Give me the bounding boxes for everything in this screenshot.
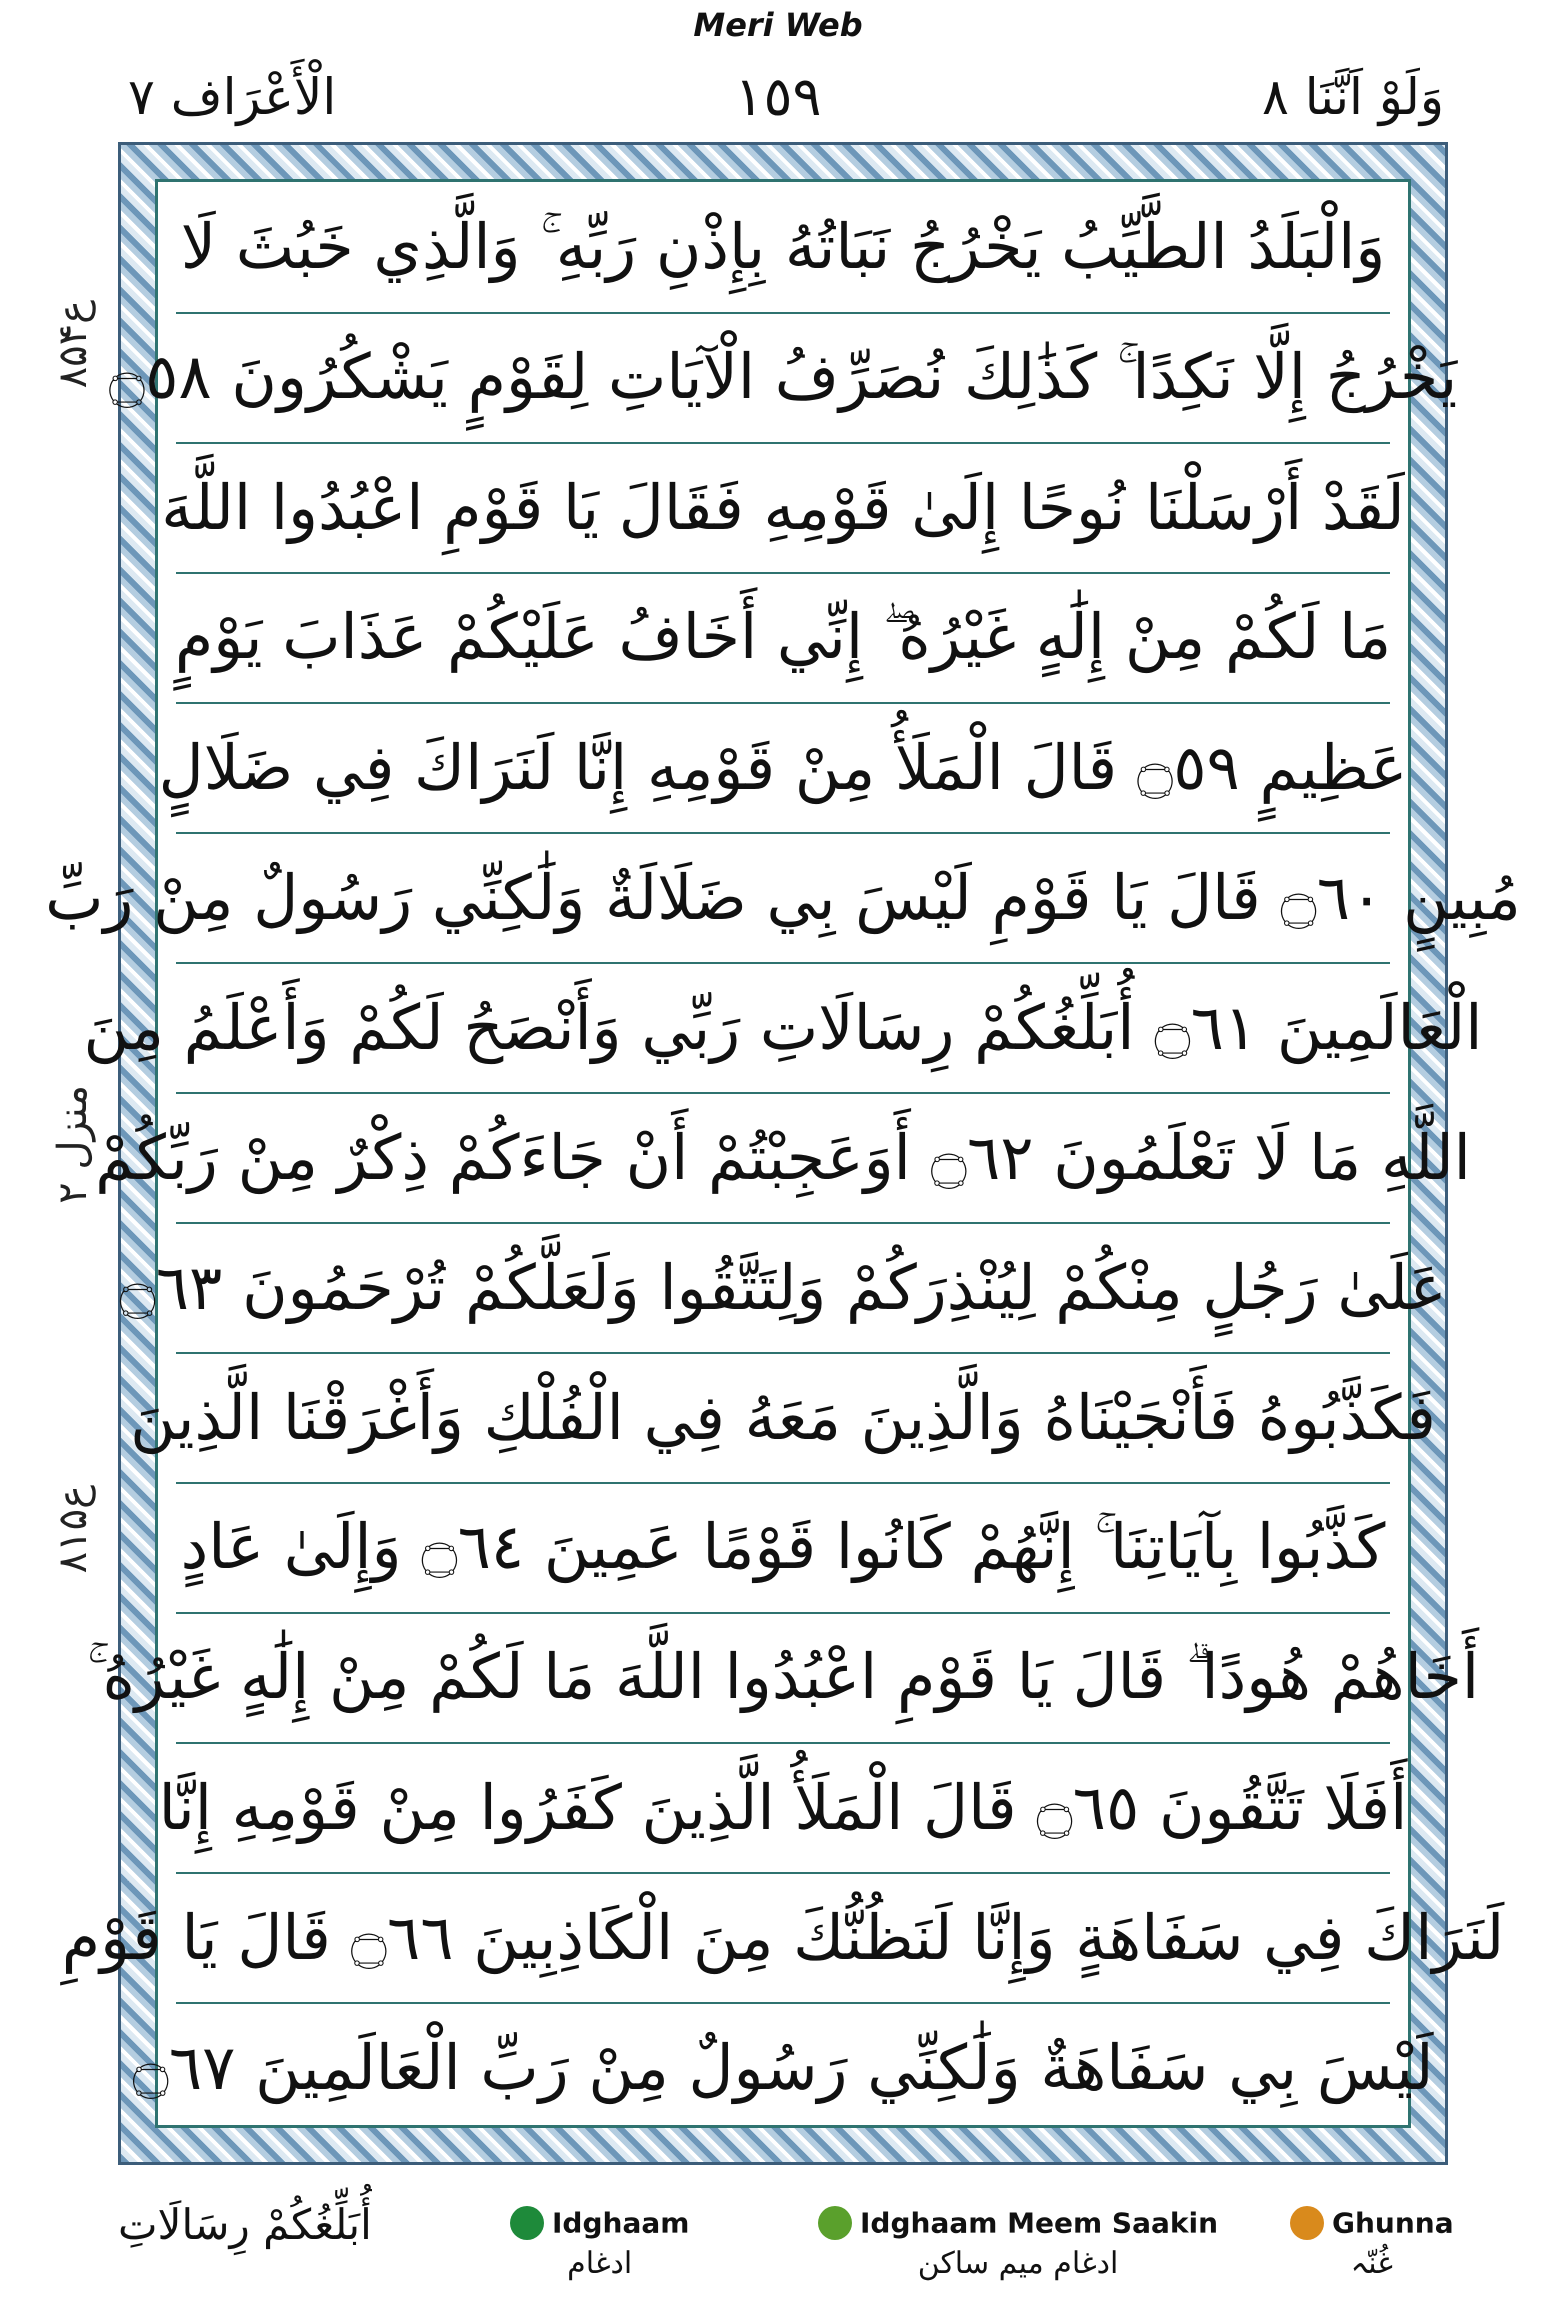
- legend-label: Ghunna: [1332, 2206, 1454, 2240]
- legend-item-ghunna: [1290, 2206, 1454, 2281]
- page-number: ١٥٩: [734, 65, 822, 128]
- site-title: Meri Web: [693, 6, 863, 44]
- para-name: وَلَوْ اَنَّنَا ۸: [1262, 68, 1444, 126]
- ghunna-color-dot: [1290, 2206, 1324, 2240]
- legend-label: Idghaam: [552, 2206, 690, 2240]
- idghaam-meem-saakin-color-dot: [818, 2206, 852, 2240]
- legend-item-idghaam: [510, 2206, 689, 2281]
- text-line-15: لَيْسَ بِي سَفَاهَةٌ وَلَٰكِنِّي رَسُولٌ مِنْ رَبِّ الْعَالَمِينَ ۝٦٧: [132, 2030, 1434, 2104]
- ruku-marker-1: ۸ع۵۴: [50, 300, 96, 389]
- surah-name: الْأَعْرَاف ۷: [128, 68, 337, 126]
- text-line-4: مَا لَكُمْ مِنْ إِلَٰهٍ غَيْرُهُ ۖ إِنِّي أَخَافُ عَلَيْكُمْ عَذَابَ يَوْمٍ: [176, 572, 1390, 704]
- tajweed-legend: [0, 2200, 1556, 2300]
- text-line-8: اللَّهِ مَا لَا تَعْلَمُونَ ۝٦٢ أَوَعَجِبْتُمْ أَنْ جَاءَكُمْ ذِكْرٌ مِنْ رَبِّكُمْ: [176, 1092, 1390, 1224]
- text-line-5: عَظِيمٍ ۝٥٩ قَالَ الْمَلَأُ مِنْ قَوْمِهِ إِنَّا لَنَرَاكَ فِي ضَلَالٍ: [176, 702, 1390, 834]
- text-line-7: الْعَالَمِينَ ۝٦١ أُبَلِّغُكُمْ رِسَالَاتِ رَبِّي وَأَنْصَحُ لَكُمْ وَأَعْلَمُ مِنَ: [176, 962, 1390, 1094]
- text-line-11: كَذَّبُوا بِآيَاتِنَا ۚ إِنَّهُمْ كَانُوا قَوْمًا عَمِينَ ۝٦٤ وَإِلَىٰ عَادٍ: [176, 1482, 1390, 1614]
- idghaam-color-dot: [510, 2206, 544, 2240]
- legend-urdu-label: غُنّہ: [1350, 2246, 1393, 2281]
- manzil-marker: منزل ۲: [50, 1085, 96, 1204]
- legend-item-idghaam-meem-saakin: [818, 2206, 1218, 2281]
- legend-label: Idghaam Meem Saakin: [860, 2206, 1219, 2240]
- legend-example-text: أُبَلِّغُكُمْ رِسَالَاتِ: [118, 2200, 372, 2249]
- text-line-3: لَقَدْ أَرْسَلْنَا نُوحًا إِلَىٰ قَوْمِهِ فَقَالَ يَا قَوْمِ اعْبُدُوا اللَّهَ: [176, 442, 1390, 574]
- text-line-6: مُبِينٍ ۝٦٠ قَالَ يَا قَوْمِ لَيْسَ بِي ضَلَالَةٌ وَلَٰكِنِّي رَسُولٌ مِنْ رَبِّ: [176, 832, 1390, 964]
- text-line-2: يَخْرُجُ إِلَّا نَكِدًا ۚ كَذَٰلِكَ نُصَرِّفُ الْآيَاتِ لِقَوْمٍ يَشْكُرُونَ ۝٥٨: [176, 312, 1390, 444]
- text-line-9: عَلَىٰ رَجُلٍ مِنْكُمْ لِيُنْذِرَكُمْ وَلِتَتَّقُوا وَلَعَلَّكُمْ تُرْحَمُونَ ۝٦٣: [176, 1222, 1390, 1354]
- text-line-13: أَفَلَا تَتَّقُونَ ۝٦٥ قَالَ الْمَلَأُ الَّذِينَ كَفَرُوا مِنْ قَوْمِهِ إِنَّا: [176, 1742, 1390, 1874]
- text-line-12: أَخَاهُمْ هُودًا ۗ قَالَ يَا قَوْمِ اعْبُدُوا اللَّهَ مَا لَكُمْ مِنْ إِلَٰهٍ غَيْرُهُ ۚ: [176, 1612, 1390, 1744]
- legend-urdu-label: ادغام میم ساکن: [917, 2246, 1119, 2281]
- ruku-marker-2: ۸ع۱۵: [50, 1485, 96, 1574]
- text-line-1: وَالْبَلَدُ الطَّيِّبُ يَخْرُجُ نَبَاتُهُ بِإِذْنِ رَبِّهِ ۚ وَالَّذِي خَبُثَ لَا: [176, 182, 1390, 314]
- text-line-10: فَكَذَّبُوهُ فَأَنْجَيْنَاهُ وَالَّذِينَ مَعَهُ فِي الْفُلْكِ وَأَغْرَقْنَا الَّذِينَ: [176, 1352, 1390, 1484]
- text-line-14: لَنَرَاكَ فِي سَفَاهَةٍ وَإِنَّا لَنَظُنُّكَ مِنَ الْكَاذِبِينَ ۝٦٦ قَالَ يَا قَوْمِ: [176, 1872, 1390, 2004]
- legend-urdu-label: ادغام: [567, 2246, 633, 2281]
